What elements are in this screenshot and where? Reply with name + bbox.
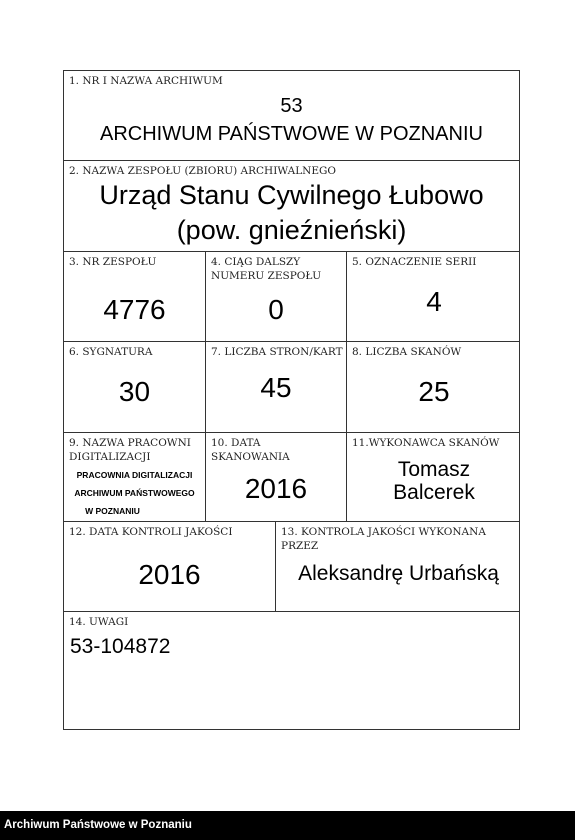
scanner-operator-label: 11.WYKONAWCA SKANÓW	[352, 437, 500, 449]
signature-label: 6. SYGNATURA	[69, 346, 153, 358]
signature-value: 30	[118, 376, 151, 407]
fonds-continuation-cell	[205, 252, 346, 341]
archive-row	[64, 71, 519, 161]
fonds-number-label: 3. NR ZESPOŁU	[69, 256, 157, 268]
fonds-name-line1: Urząd Stanu Cywilnego Łubowo	[99, 180, 484, 210]
fonds-row	[64, 161, 519, 252]
fonds-continuation-value: 0	[268, 294, 284, 325]
series-value: 4	[426, 286, 442, 317]
digitization-lab-value-line1: PRACOWNIA DIGITALIZACJI	[76, 470, 193, 480]
quality-control-date-cell	[64, 522, 275, 611]
scan-date-cell	[205, 433, 346, 521]
scan-date-label-line2: SKANOWANIA	[211, 451, 290, 463]
notes-row	[64, 612, 519, 729]
fonds-number-row	[64, 252, 519, 342]
quality-control-date-label: 12. DATA KONTROLI JAKOŚCI	[69, 526, 233, 538]
quality-control-person-label	[281, 525, 486, 553]
signature-row	[64, 342, 519, 433]
fonds-label: 2. NAZWA ZESPOŁU (ZBIORU) ARCHIWALNEGO	[69, 165, 337, 177]
page-count-cell	[205, 342, 346, 432]
fonds-continuation-label	[211, 255, 321, 283]
scan-count-label: 8. LICZBA SKANÓW	[352, 346, 462, 358]
digitization-lab-value-line3: W POZNANIU	[85, 506, 140, 516]
fonds-continuation-label-line1: 4. CIĄG DALSZY	[211, 256, 301, 268]
page-count-value: 45	[260, 372, 292, 403]
digitization-lab-cell	[64, 433, 205, 521]
fonds-number-value: 4776	[103, 294, 166, 325]
fonds-continuation-label-line2: NUMERU ZESPOŁU	[211, 270, 322, 282]
quality-control-person-value: Aleksandrę Urbańską	[298, 562, 499, 585]
scanner-operator-cell	[346, 433, 521, 521]
archive-number: 53	[280, 95, 303, 117]
footer-bar	[0, 811, 575, 840]
scan-count-cell	[346, 342, 521, 432]
digitization-row	[64, 433, 519, 522]
quality-control-person-cell	[275, 522, 521, 611]
signature-cell	[64, 342, 205, 432]
notes-value: 53-104872	[70, 635, 171, 658]
series-label: 5. OZNACZENIE SERII	[352, 256, 477, 268]
fonds-number-cell	[64, 252, 205, 341]
archive-name: ARCHIWUM PAŃSTWOWE W POZNANIU	[100, 123, 483, 145]
digitization-lab-label-line1: 9. NAZWA PRACOWNI	[69, 437, 191, 449]
scanner-operator-first-name: Tomasz	[397, 458, 471, 481]
quality-control-person-label-line1: 13. KONTROLA JAKOŚCI WYKONANA	[281, 526, 486, 538]
scan-date-label-line1: 10. DATA	[211, 437, 261, 449]
quality-control-row	[64, 522, 519, 612]
scanner-operator-last-name: Balcerek	[393, 481, 475, 504]
quality-control-date-value: 2016	[138, 559, 201, 590]
digitization-lab-label	[69, 436, 191, 464]
quality-control-person-label-line2: PRZEZ	[281, 540, 319, 552]
digitization-lab-label-line2: DIGITALIZACJI	[69, 451, 151, 463]
fonds-name-line2: (pow. gnieźnieński)	[176, 215, 407, 245]
scan-count-value: 25	[418, 376, 450, 407]
archive-label: 1. NR I NAZWA ARCHIWUM	[69, 75, 223, 87]
digitization-lab-value-line2: ARCHIWUM PAŃSTWOWEGO	[74, 488, 195, 498]
page-count-label: 7. LICZBA STRON/KART	[211, 346, 343, 358]
notes-label: 14. UWAGI	[69, 616, 129, 628]
archival-metadata-card	[63, 70, 520, 730]
footer-text: Archiwum Państwowe w Poznaniu	[4, 819, 192, 831]
scan-date-label	[211, 436, 290, 464]
scan-date-value: 2016	[244, 473, 308, 504]
series-cell	[346, 252, 521, 341]
